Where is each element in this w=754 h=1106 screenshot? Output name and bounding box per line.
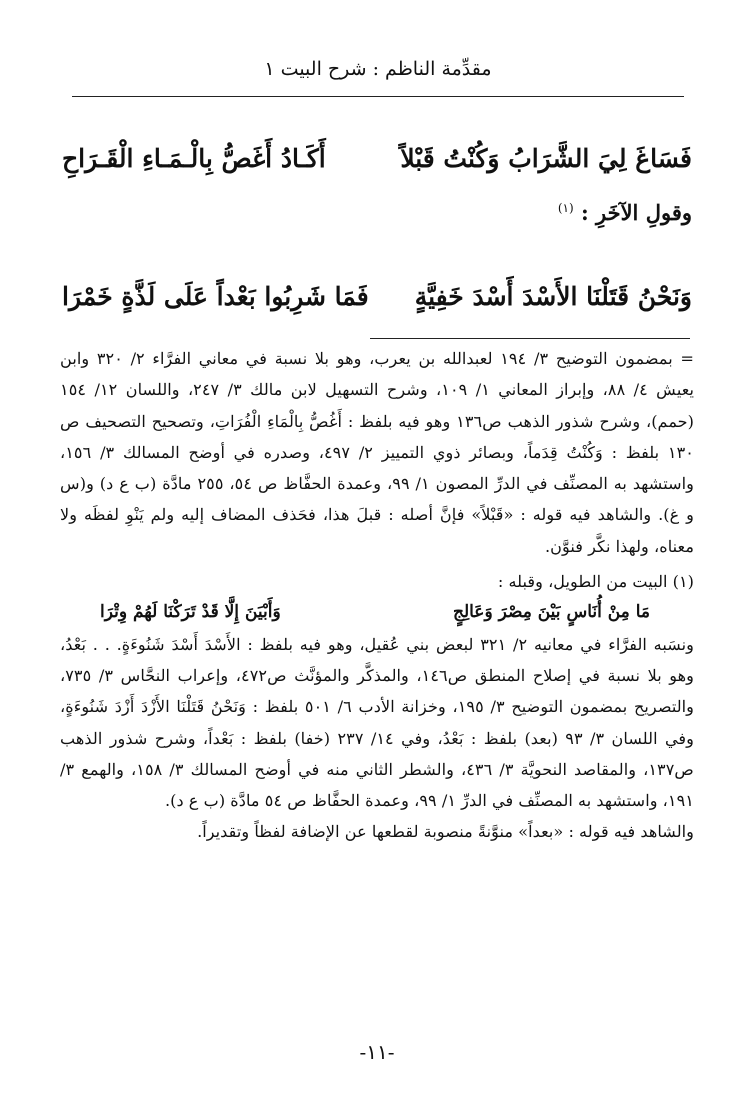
page-number: -١١-	[359, 1040, 395, 1064]
verse-1-first-hemistich: فَسَاغَ لِيَ الشَّرَابُ وَكُنْتُ قَبْلاً	[400, 144, 692, 173]
running-header: مقدِّمة الناظم : شرح البيت ١	[264, 58, 492, 80]
header-divider	[72, 96, 684, 97]
verse-line-2	[62, 282, 692, 322]
footnote-poem-first-hemistich: مَا مِنْ أُنَاسٍ بَيْنَ مِصْرَ وَعَالِجٍ	[452, 602, 650, 623]
verse-2-first-hemistich: وَنَحْنُ قَتَلْنَا الأَسْدَ أَسْدَ خَفِيَّةٍ	[414, 282, 692, 311]
footnote-poem-second-hemistich: وَأَبْيَنَ إِلَّا قَدْ تَرَكْنَا لَهُمْ وِتْرَا	[100, 602, 281, 623]
footnote-1-body: ونسَبه الفرَّاء في معانيه ٢/ ٣٢١ لبعض بني عُقيل، وهو فيه بلفظ : الأَسْدَ أَسْدَ شَنُوءَةٍ. . . بَعْدُ، وهو بلا نسبة في إصلاح المنطق ص١٤٦، والمذكَّر والمؤنَّث ص٤٧٢، وإعراب النحَّاس ٣/ ٧٣٥، والتصريح بمضمون التوضيح ٣/ ١٩٥، وخزانة الأدب ٦/ ٥٠١ بلفظ : وَنَحْنُ قَتَلْنَا الأَزْدَ أَزْدَ شَنُوءَةٍ، وفي اللسان ٣/ ٩٣ (بعد) بلفظ : بَعْدُ، وفي ١٤/ ٢٣٧ (خفا) بلفظ : بَعْداً، وشرح شذور الذهب ص١٣٧، والمقاصد النحويَّة ٣/ ٤٣٦، والشطر الثاني منه في أوضح المسالك ٣/ ١٥٨، والهمع ٣/ ١٩١، واستشهد به المصنِّف في الدرِّ ١/ ٩٩، وعمدة الحفَّاظ ص ٥٤ مادَّة (ب ع د).	[60, 634, 695, 811]
footnotes	[60, 343, 694, 848]
footnote-reference: (١)	[557, 201, 574, 215]
verse-1-second-hemistich: أَكَـادُ أَغَصُّ بِالْـمَـاءِ الْقَـرَاحِ	[62, 144, 326, 173]
verse-line-1	[62, 144, 692, 184]
footnote-continuation: = بمضمون التوضيح ٣/ ١٩٤ لعبدالله بن يعرب، وهو بلا نسبة في معاني الفرَّاء ٢/ ٣٢٠ وابن يعيش ٤/ ٨٨، وإبراز المعاني ١/ ١٠٩، وشرح التسهيل لابن مالك ٣/ ٢٤٧، واللسان ١٢/ ١٥٤ (حمم)، وشرح شذور الذهب ص١٣٦ وهو فيه بلفظ : أَغُصُّ بِالْمَاءِ الْفُرَاتِ، وتصحيح التصحيف ص ١٣٠ بلفظ : وَكُنْتُ قِدَماً، وبصائر ذوي التمييز ٢/ ٤٩٧، وصدره في أوضح المسالك ٣/ ١٥٦، واستشهد به المصنِّف في الدرِّ المصون ١/ ٩٩، وعمدة الحفَّاظ ص ٥٤، ٢٥٥ مادَّة (ب ع د) و(س و غ). والشاهد فيه قوله : «قَبْلاً» فإنَّ أصله : قبلَ هذا، فحَذف المضاف إليه ولم يَنْوِ لفظَه ولا معناه، ولهذا نكَّر فنوَّن.	[60, 349, 695, 556]
footnote-1-intro: (١) البيت من الطويل، وقبله :	[497, 572, 694, 592]
footnote-divider	[370, 338, 690, 339]
intro-line	[558, 200, 692, 225]
verse-2-second-hemistich: فَمَا شَرِبُوا بَعْداً عَلَى لَذَّةٍ خَمْرَا	[62, 282, 369, 311]
footnote-poem	[60, 597, 694, 628]
intro-text: وقولِ الآخَرِ :	[580, 200, 692, 225]
footnote-1-conclusion: والشاهد فيه قوله : «بعداً» منوَّنةً منصوبة لقطعها عن الإضافة لفظاً وتقديراً.	[197, 822, 694, 842]
